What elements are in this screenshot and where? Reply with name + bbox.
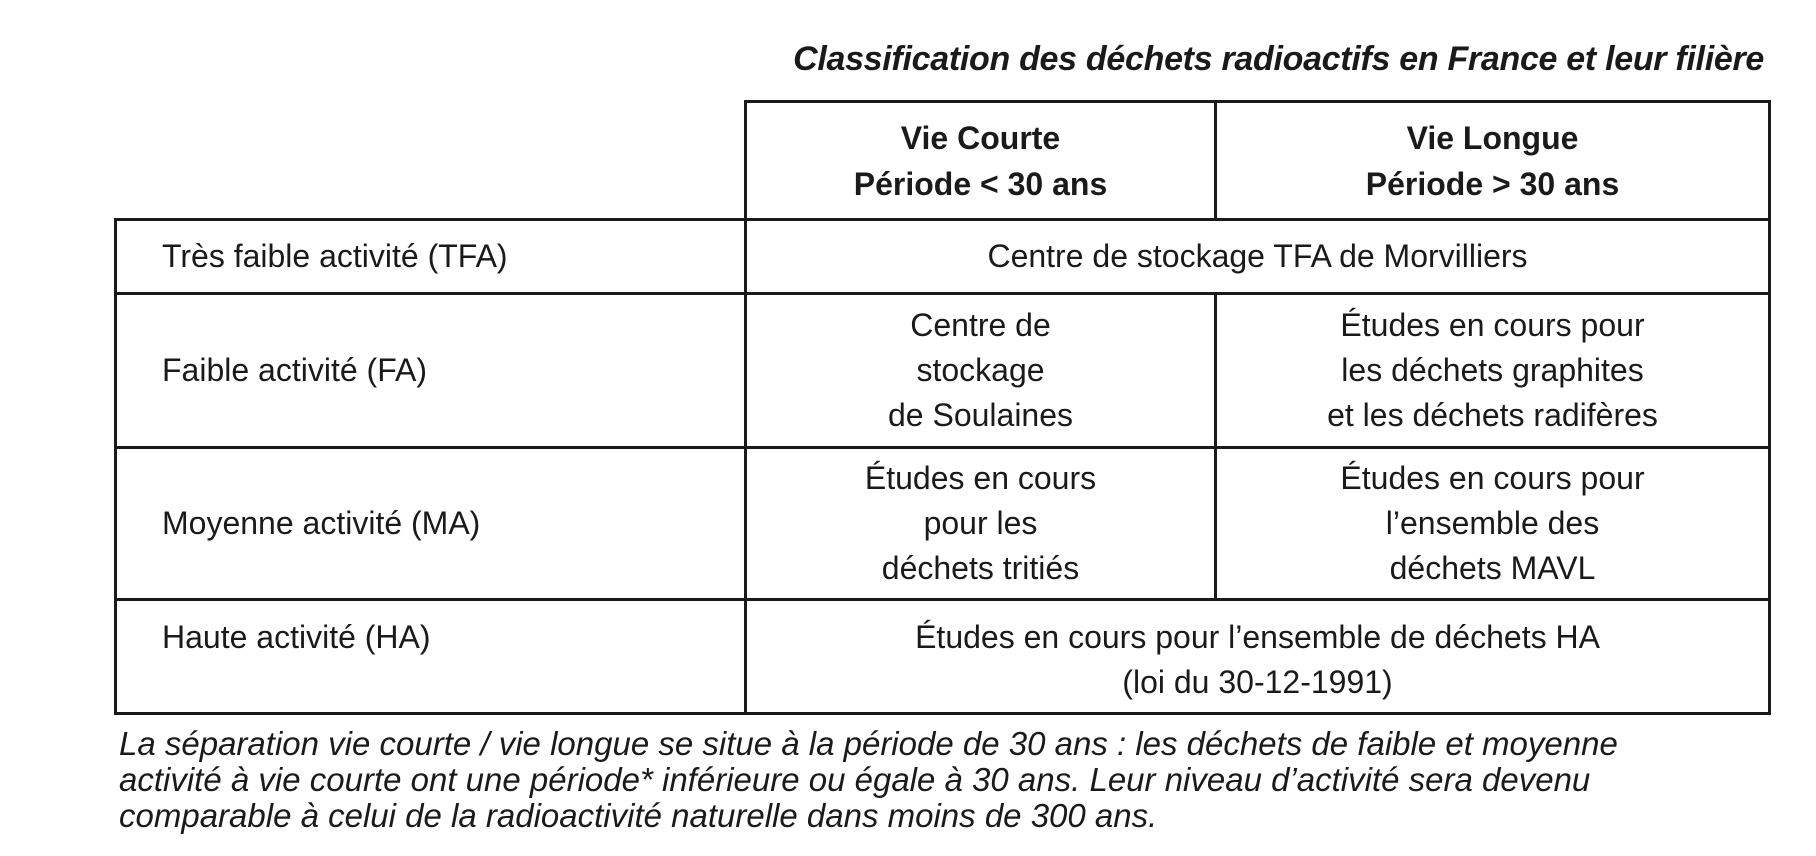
column-header-short-life [746,102,1216,220]
cell-ha-line-2: (loi du 30-12-1991) [1122,664,1393,700]
cell-fa-long-life [1216,294,1770,448]
cell-ma-short-life [746,448,1216,600]
cell-ma-long-line-3: déchets MAVL [1389,550,1596,586]
header-row [116,102,1770,220]
cell-fa-short-line-1: Centre de [910,307,1051,343]
cell-fa-short-life [746,294,1216,448]
row-label-ha: Haute activité (HA) [116,600,746,714]
cell-fa-long-line-3: et les déchets radifères [1327,397,1658,433]
header-corner [116,102,746,220]
cell-ma-short-line-1: Études en cours [864,460,1097,496]
column-header-long-life-line-2: Période > 30 ans [1365,165,1620,202]
cell-ma-long-line-2: l’ensemble des [1385,505,1600,541]
footnote-line-3: comparable à celui de la radioactivité naturelle dans moins de 300 ans. [119,797,1158,834]
table-row-fa [116,294,1770,448]
cell-tfa-all: Centre de stockage TFA de Morvilliers [746,220,1770,294]
row-label-tfa: Très faible activité (TFA) [116,220,746,294]
table-row-ma [116,448,1770,600]
cell-fa-short-line-2: stockage [916,352,1045,388]
column-header-short-life-line-2: Période < 30 ans [853,165,1108,202]
cell-ma-short-line-3: déchets tritiés [881,550,1080,586]
cell-ma-long-line-1: Études en cours pour [1340,460,1645,496]
table-row-ha [116,600,1770,714]
classification-table [114,100,1771,715]
cell-fa-short-line-3: de Soulaines [887,397,1074,433]
cell-fa-long-line-2: les déchets graphites [1341,352,1644,388]
cell-fa-long-line-1: Études en cours pour [1340,307,1645,343]
footnote-line-2: activité à vie courte ont une période* inférieure ou égale à 30 ans. Leur niveau d’activité sera devenu [119,761,1591,798]
footnote [119,726,1779,834]
footnote-line-1: La séparation vie courte / vie longue se situe à la période de 30 ans : les déchets de faible et moyenne [119,725,1618,762]
cell-ha-all [746,600,1770,714]
table-row-tfa [116,220,1770,294]
column-header-short-life-line-1: Vie Courte [900,119,1061,156]
row-label-ma: Moyenne activité (MA) [116,448,746,600]
cell-ha-line-1: Études en cours pour l’ensemble de déchets HA [915,619,1600,655]
row-label-fa: Faible activité (FA) [116,294,746,448]
table-title: Classification des déchets radioactifs en France et leur filière [793,40,1764,78]
cell-ma-short-line-2: pour les [923,505,1038,541]
cell-ma-long-life [1216,448,1770,600]
column-header-long-life [1216,102,1770,220]
column-header-long-life-line-1: Vie Longue [1406,119,1579,156]
